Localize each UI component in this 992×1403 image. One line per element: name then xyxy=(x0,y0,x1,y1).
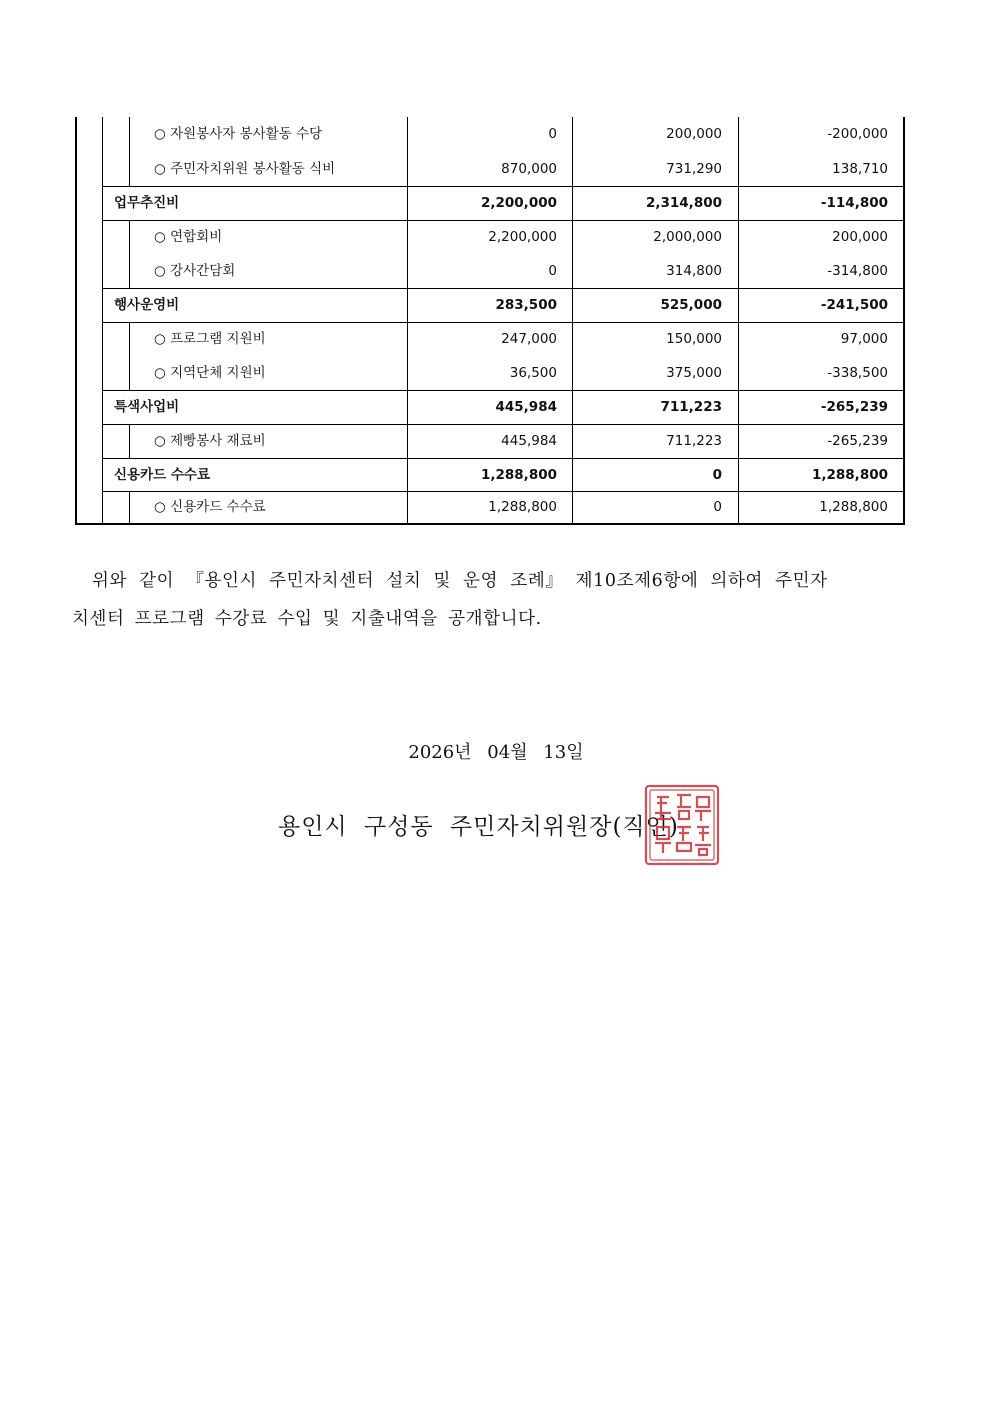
difference-value: -314,800 xyxy=(827,263,888,279)
difference-value: -241,500 xyxy=(820,297,888,313)
table-sub-indent-rule xyxy=(129,117,130,151)
difference-value: -338,500 xyxy=(827,365,888,381)
budget-value: 36,500 xyxy=(509,365,557,381)
table-row-rule xyxy=(102,322,903,323)
notice-line-1: 위와 같이 『용인시 주민자치센터 설치 및 운영 조례』 제10조제6항에 의하여 주민자 xyxy=(92,571,828,591)
budget-value: 247,000 xyxy=(501,331,557,347)
item-label: ○ 제빵봉사 재료비 xyxy=(154,433,266,449)
table-row-rule xyxy=(102,220,903,221)
difference-value: -265,239 xyxy=(820,399,888,415)
settled-value: 314,800 xyxy=(666,263,722,279)
official-seal-icon xyxy=(643,783,721,867)
settled-value: 525,000 xyxy=(660,297,722,313)
budget-value: 870,000 xyxy=(501,161,557,177)
category-label: 특색사업비 xyxy=(114,399,180,415)
budget-value: 1,288,800 xyxy=(480,467,557,483)
budget-value: 2,200,000 xyxy=(480,195,557,211)
table-sub-indent-rule xyxy=(129,220,130,254)
difference-value: 1,288,800 xyxy=(811,467,888,483)
table-sub-indent-rule xyxy=(129,356,130,390)
difference-value: 200,000 xyxy=(832,229,888,245)
settled-value: 711,223 xyxy=(666,433,722,449)
settled-value: 731,290 xyxy=(666,161,722,177)
item-label: ○ 강사간담회 xyxy=(154,263,236,279)
notice-line-2: 치센터 프로그램 수강료 수입 및 지출내역을 공개합니다. xyxy=(72,609,542,629)
item-label: ○ 신용카드 수수료 xyxy=(154,499,266,515)
table-column-rule xyxy=(407,117,408,523)
difference-value: -265,239 xyxy=(827,433,888,449)
notice-paragraph xyxy=(72,562,922,638)
item-label: ○ 주민자치위원 봉사활동 식비 xyxy=(154,161,336,177)
settled-value: 200,000 xyxy=(666,126,722,142)
table-row-rule xyxy=(102,424,903,425)
budget-value: 0 xyxy=(548,126,557,142)
budget-value: 445,984 xyxy=(495,399,557,415)
difference-value: -114,800 xyxy=(820,195,888,211)
table-sub-indent-rule xyxy=(129,424,130,458)
budget-value: 1,288,800 xyxy=(488,499,557,515)
table-column-rule xyxy=(572,117,573,523)
item-label: ○ 연합회비 xyxy=(154,229,223,245)
budget-table xyxy=(75,117,904,524)
table-column-rule xyxy=(738,117,739,523)
settled-value: 0 xyxy=(712,467,722,483)
table-indent-rule xyxy=(102,117,103,524)
difference-value: -200,000 xyxy=(827,126,888,142)
item-label: ○ 프로그램 지원비 xyxy=(154,331,266,347)
table-row-rule xyxy=(102,491,903,492)
signature-line: 용인시 구성동 주민자치위원장(직인) xyxy=(278,814,679,840)
table-row-rule xyxy=(102,458,903,459)
difference-value: 97,000 xyxy=(840,331,888,347)
table-right-border xyxy=(903,117,905,524)
budget-value: 445,984 xyxy=(501,433,557,449)
item-label: ○ 자원봉사자 봉사활동 수당 xyxy=(154,126,323,142)
table-sub-indent-rule xyxy=(129,491,130,523)
category-label: 행사운영비 xyxy=(114,297,180,313)
table-sub-indent-rule xyxy=(129,254,130,288)
settled-value: 150,000 xyxy=(666,331,722,347)
budget-value: 283,500 xyxy=(495,297,557,313)
table-row-rule xyxy=(102,390,903,391)
document-date: 2026년 04월 13일 xyxy=(408,742,584,763)
settled-value: 0 xyxy=(713,499,722,515)
table-outer-left-border xyxy=(75,117,77,524)
table-bottom-border xyxy=(75,523,905,525)
table-row-rule xyxy=(102,186,903,187)
settled-value: 375,000 xyxy=(666,365,722,381)
category-label: 신용카드 수수료 xyxy=(114,467,210,483)
settled-value: 711,223 xyxy=(660,399,722,415)
settled-value: 2,000,000 xyxy=(653,229,722,245)
budget-value: 2,200,000 xyxy=(488,229,557,245)
table-sub-indent-rule xyxy=(129,151,130,186)
difference-value: 1,288,800 xyxy=(819,499,888,515)
table-row-rule xyxy=(102,288,903,289)
difference-value: 138,710 xyxy=(832,161,888,177)
table-sub-indent-rule xyxy=(129,322,130,356)
budget-value: 0 xyxy=(548,263,557,279)
category-label: 업무추진비 xyxy=(114,195,180,211)
settled-value: 2,314,800 xyxy=(645,195,722,211)
item-label: ○ 지역단체 지원비 xyxy=(154,365,266,381)
